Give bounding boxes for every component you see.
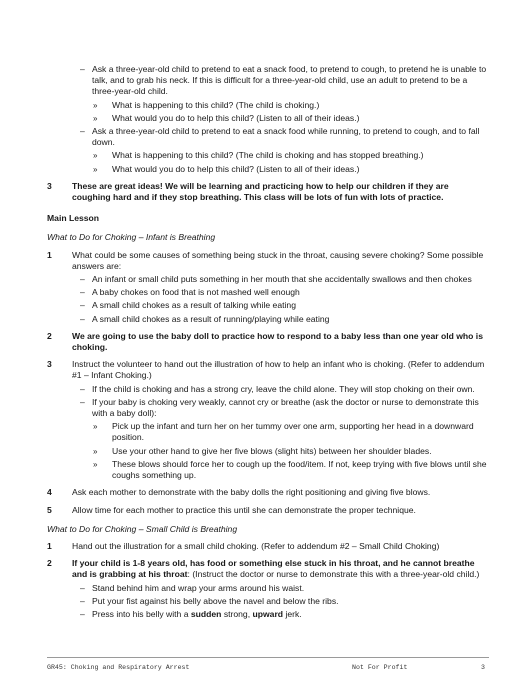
step-number: 1 [47,540,52,551]
page-number: 3 [481,664,485,671]
step-number: 2 [47,558,52,569]
dash-marker: – [80,582,85,593]
list-item: » Pick up the infant and turn her on her tummy over one arm, supporting her head in a downward position. [93,421,474,443]
dash-marker: – [80,396,85,407]
sub-marker: » [93,459,98,469]
list-item: – Press into his belly with a sudden strong, upward jerk. [80,608,302,619]
step-number: 4 [47,487,52,498]
list-item: – A baby chokes on food that is not mashed well enough [80,287,300,298]
sub-marker: » [93,113,98,123]
subsection-title: What to Do for Choking – Small Child is Breathing [47,523,238,534]
step-number: 2 [47,330,52,341]
sub-marker: » [93,422,98,432]
footer-notice: Not For Profit [352,664,408,671]
dash-marker: – [80,300,85,311]
page-footer [47,657,489,673]
step-number: 5 [47,504,52,515]
page-content [47,62,487,620]
list-item: – A small child chokes as a result of talking while eating [80,300,296,311]
step-item: 2 We are going to use the baby doll to practice how to respond to a baby less than one year old who is choking. [47,330,483,353]
list-item: – Put your fist against his belly above the navel and below the ribs. [80,595,339,606]
list-item: » What is happening to this child? (The child is choking.) [93,99,320,110]
list-item: » These blows should force her to cough up the food/item. If not, keep trying with five blows until she coughs something up. [93,458,487,481]
step-item: 1 What could be some causes of something being stuck in the throat, causing severe choking? Some possible answers are: [47,249,484,271]
list-item: » Use your other hand to give her five blows (slight hits) between her shoulder blades. [93,445,432,456]
dash-marker: – [80,313,85,324]
subsection-title: What to Do for Choking – Infant is Breathing [47,232,216,243]
list-item: – An infant or small child puts something in her mouth that she accidentally swallows and then chokes [80,274,472,285]
list-item: – A small child chokes as a result of running/playing while eating [80,313,330,324]
list-item: – Ask a three-year-old child to pretend to eat a snack food, to pretend to cough, to pretend he is unable to talk, and to grab his neck. If this is difficult for a three-year-old child, use an adult to pretend to be a three-year-old child. [80,64,487,97]
footer-title: GR45: Choking and Respiratory Arrest [47,664,190,671]
step-item: 2 If your child is 1-8 years old, has food or something else stuck in his throat, and he cannot breathe and is grabbing at his throat: (Instruct the doctor or nurse to demonstrate this with a three-year-old child.) [47,558,480,580]
dash-marker: – [80,287,85,298]
dash-marker: – [80,595,85,606]
sub-marker: » [93,164,98,174]
section-heading: Main Lesson [47,213,100,224]
step-item: 4 Ask each mother to demonstrate with the baby dolls the right positioning and giving five blows. [47,487,431,498]
list-item: – Stand behind him and wrap your arms around his waist. [80,582,305,593]
step-item: 3 Instruct the volunteer to hand out the illustration of how to help an infant who is choking. (Refer to addendum #1 – Infant Choking.) [47,359,485,381]
step-number: 3 [47,180,52,191]
list-item: – If your baby is choking very weakly, cannot cry or breathe (ask the doctor or nurse to demonstrate this with a baby doll): [80,396,479,419]
step-item: 1 Hand out the illustration for a small child choking. (Refer to addendum #2 – Small Child Choking) [47,540,440,551]
step-item: 3 These are great ideas! We will be learning and practicing how to help our children if they are coughing hard and if they stop breathing. This class will be lots of fun with lots of practice. [47,180,449,203]
dash-marker: – [80,64,85,74]
dash-marker: – [80,126,85,137]
list-item: – If the child is choking and has a strong cry, leave the child alone. They will stop choking on their own. [80,383,475,394]
sub-marker: » [93,151,98,161]
list-item: » What would you do to help this child? (Listen to all of their ideas.) [93,112,360,123]
sub-marker: » [93,446,98,456]
step-number: 1 [47,249,52,260]
list-item: – Ask a three-year-old child to pretend to eat a snack food while running, to pretend to cough, and to fall down. [80,126,480,148]
step-item: 5 Allow time for each mother to practice this until she can demonstrate the proper technique. [47,504,416,515]
dash-marker: – [80,383,85,394]
dash-marker: – [80,608,85,619]
step-number: 3 [47,359,52,370]
dash-marker: – [80,274,85,285]
list-item: » What is happening to this child? (The child is choking and has stopped breathing.) [93,150,424,161]
sub-marker: » [93,100,98,110]
list-item: » What would you do to help this child? (Listen to all of their ideas.) [93,163,360,174]
